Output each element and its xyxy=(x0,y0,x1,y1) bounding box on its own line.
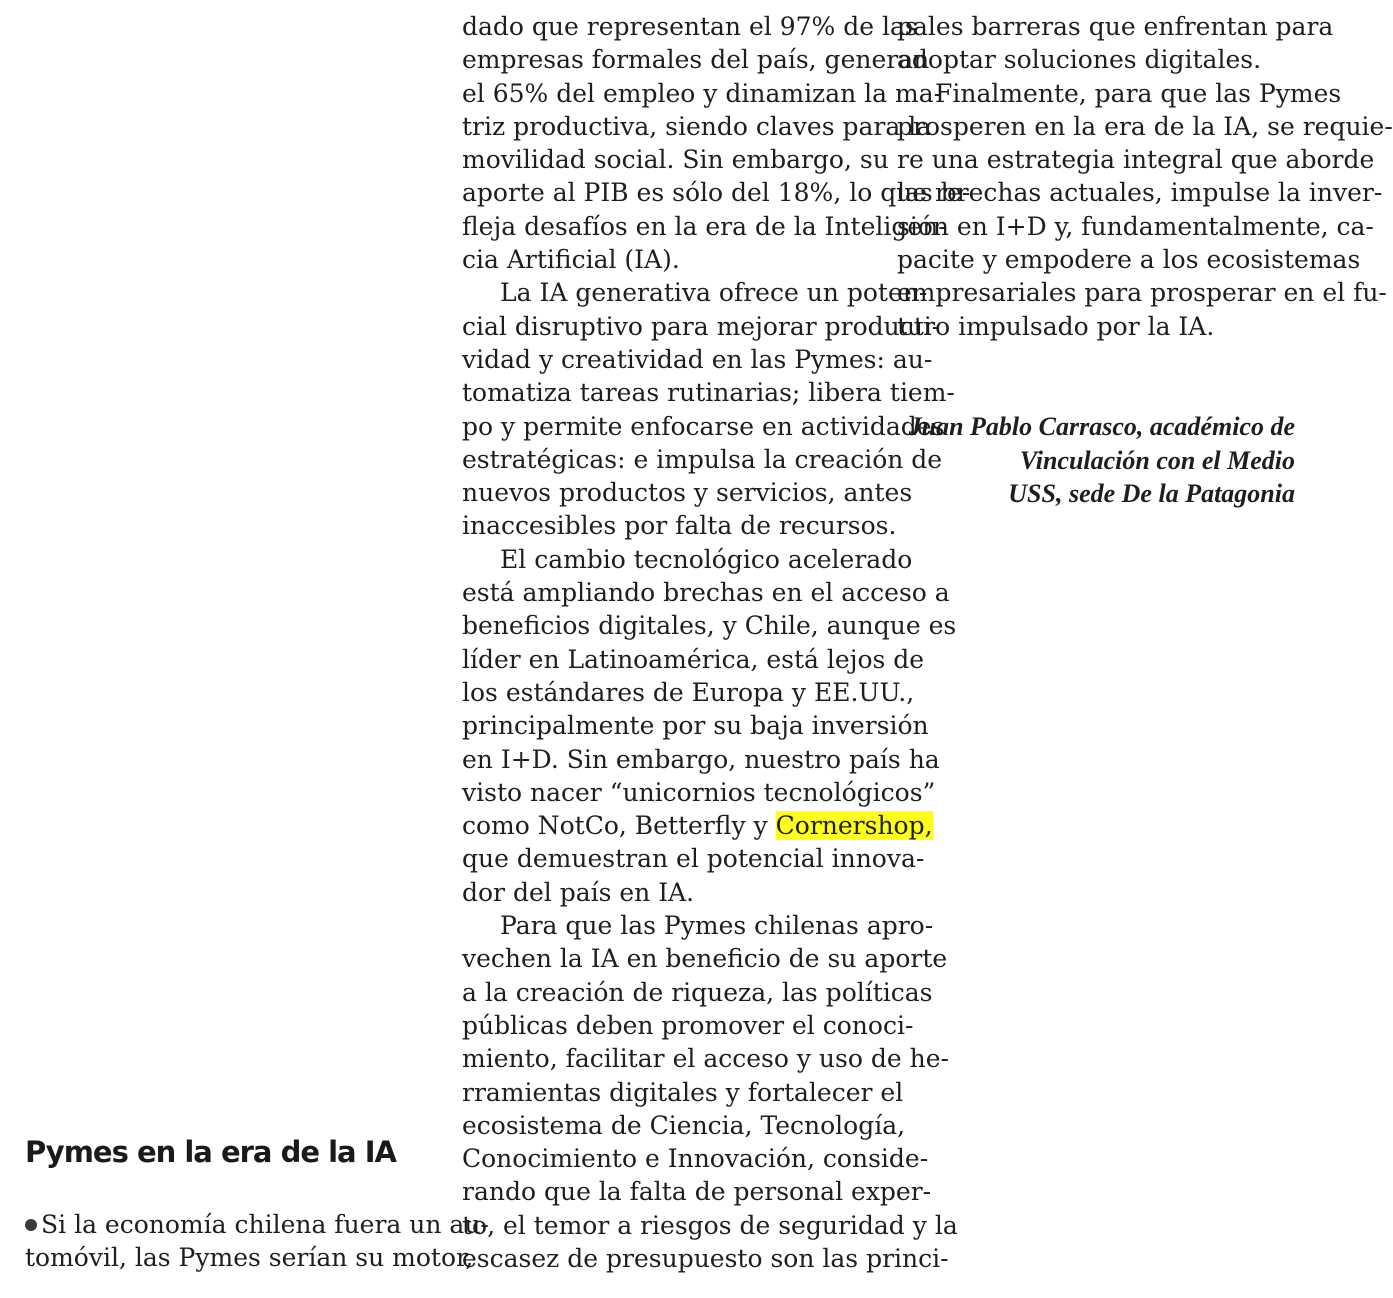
article-line: rramientas digitales y fortalecer el xyxy=(462,1077,904,1107)
article-line: po y permite enfocarse en actividades xyxy=(462,411,945,441)
article-line: como NotCo, Betterfly y Cornershop, xyxy=(462,811,933,841)
article-line: públicas deben promover el conoci- xyxy=(462,1010,914,1040)
article-line: aporte al PIB es sólo del 18%, lo que re- xyxy=(462,178,971,208)
article-line: que demuestran el potencial innova- xyxy=(462,844,925,874)
article-line: cial disruptivo para mejorar producti- xyxy=(462,311,941,341)
article-column-right xyxy=(897,10,1393,343)
article-line: prosperen en la era de la IA, se requie- xyxy=(897,111,1393,141)
article-line: líder en Latinoamérica, está lejos de xyxy=(462,644,925,674)
article-line: dor del país en IA. xyxy=(462,877,695,907)
article-line: pacite y empodere a los ecosistemas xyxy=(897,245,1361,275)
article-line: escasez de presupuesto son las princi- xyxy=(462,1243,949,1273)
article-line: está ampliando brechas en el acceso a xyxy=(462,578,950,608)
article-line: vidad y creatividad en las Pymes: au- xyxy=(462,344,933,374)
article-line: sión en I+D y, fundamentalmente, ca- xyxy=(897,211,1374,241)
article-line: vechen la IA en beneficio de su aporte xyxy=(462,944,948,974)
article-line: tomóvil, las Pymes serían su motor, xyxy=(25,1243,474,1273)
article-line: los estándares de Europa y EE.UU., xyxy=(462,677,915,707)
article-line: nuevos productos y servicios, antes xyxy=(462,478,913,508)
article-line: empresas formales del país, generan xyxy=(462,45,930,75)
signature-line: Juan Pablo Carrasco, académico de xyxy=(908,412,1295,441)
article-line: las brechas actuales, impulse la inver- xyxy=(897,178,1383,208)
article-line: beneficios digitales, y Chile, aunque es xyxy=(462,611,957,641)
article-line: triz productiva, siendo claves para la xyxy=(462,111,932,141)
article-line: El cambio tecnológico acelerado xyxy=(500,544,913,574)
article-line: pales barreras que enfrentan para xyxy=(897,12,1334,41)
signature-line: Vinculación con el Medio xyxy=(1019,445,1295,475)
article-line: dado que representan el 97% de las xyxy=(462,12,918,41)
article-line: Finalmente, para que las Pymes xyxy=(935,78,1342,108)
article-line: estratégicas: e impulsa la creación de xyxy=(462,444,943,474)
article-line: el 65% del empleo y dinamizan la ma- xyxy=(462,78,943,108)
article-line: cia Artificial (IA). xyxy=(462,245,680,275)
article-line: ecosistema de Ciencia, Tecnología, xyxy=(462,1110,906,1140)
article-line: miento, facilitar el acceso y uso de he- xyxy=(462,1044,949,1074)
article-line: inaccesibles por falta de recursos. xyxy=(462,511,897,541)
article-line: adoptar soluciones digitales. xyxy=(897,45,1262,75)
article-line: fleja desafíos en la era de la Inteligen- xyxy=(462,211,947,241)
article-line: Conocimiento e Innovación, conside- xyxy=(462,1144,929,1174)
article-line: visto nacer “unicornios tecnológicos” xyxy=(462,777,936,807)
article-line: movilidad social. Sin embargo, su xyxy=(462,145,889,175)
article-headline: Pymes en la era de la IA xyxy=(25,1135,396,1169)
article-line: en I+D. Sin embargo, nuestro país ha xyxy=(462,744,940,774)
article-line: principalmente por su baja inversión xyxy=(462,711,929,741)
article-column-left xyxy=(25,1208,489,1275)
signature-line: USS, sede De la Patagonia xyxy=(1008,479,1295,508)
article-line: La IA generativa ofrece un poten- xyxy=(500,278,928,308)
author-signature xyxy=(900,410,1295,511)
highlighted-text: Cornershop, xyxy=(775,811,933,841)
article-line: Si la economía chilena fuera un au- xyxy=(25,1208,425,1241)
article-line: rando que la falta de personal exper- xyxy=(462,1177,932,1207)
article-line: a la creación de riqueza, las políticas xyxy=(462,977,933,1007)
article-column-middle xyxy=(462,10,971,1275)
article-line: tomatiza tareas rutinarias; libera tiem- xyxy=(462,378,955,408)
article-line: Para que las Pymes chilenas apro- xyxy=(500,911,934,941)
article-line: turo impulsado por la IA. xyxy=(897,311,1215,341)
bullet-icon xyxy=(25,1219,37,1231)
article-line: to, el temor a riesgos de seguridad y la xyxy=(462,1210,958,1240)
article-line: re una estrategia integral que aborde xyxy=(897,145,1375,175)
article-line: empresariales para prosperar en el fu- xyxy=(897,278,1387,308)
